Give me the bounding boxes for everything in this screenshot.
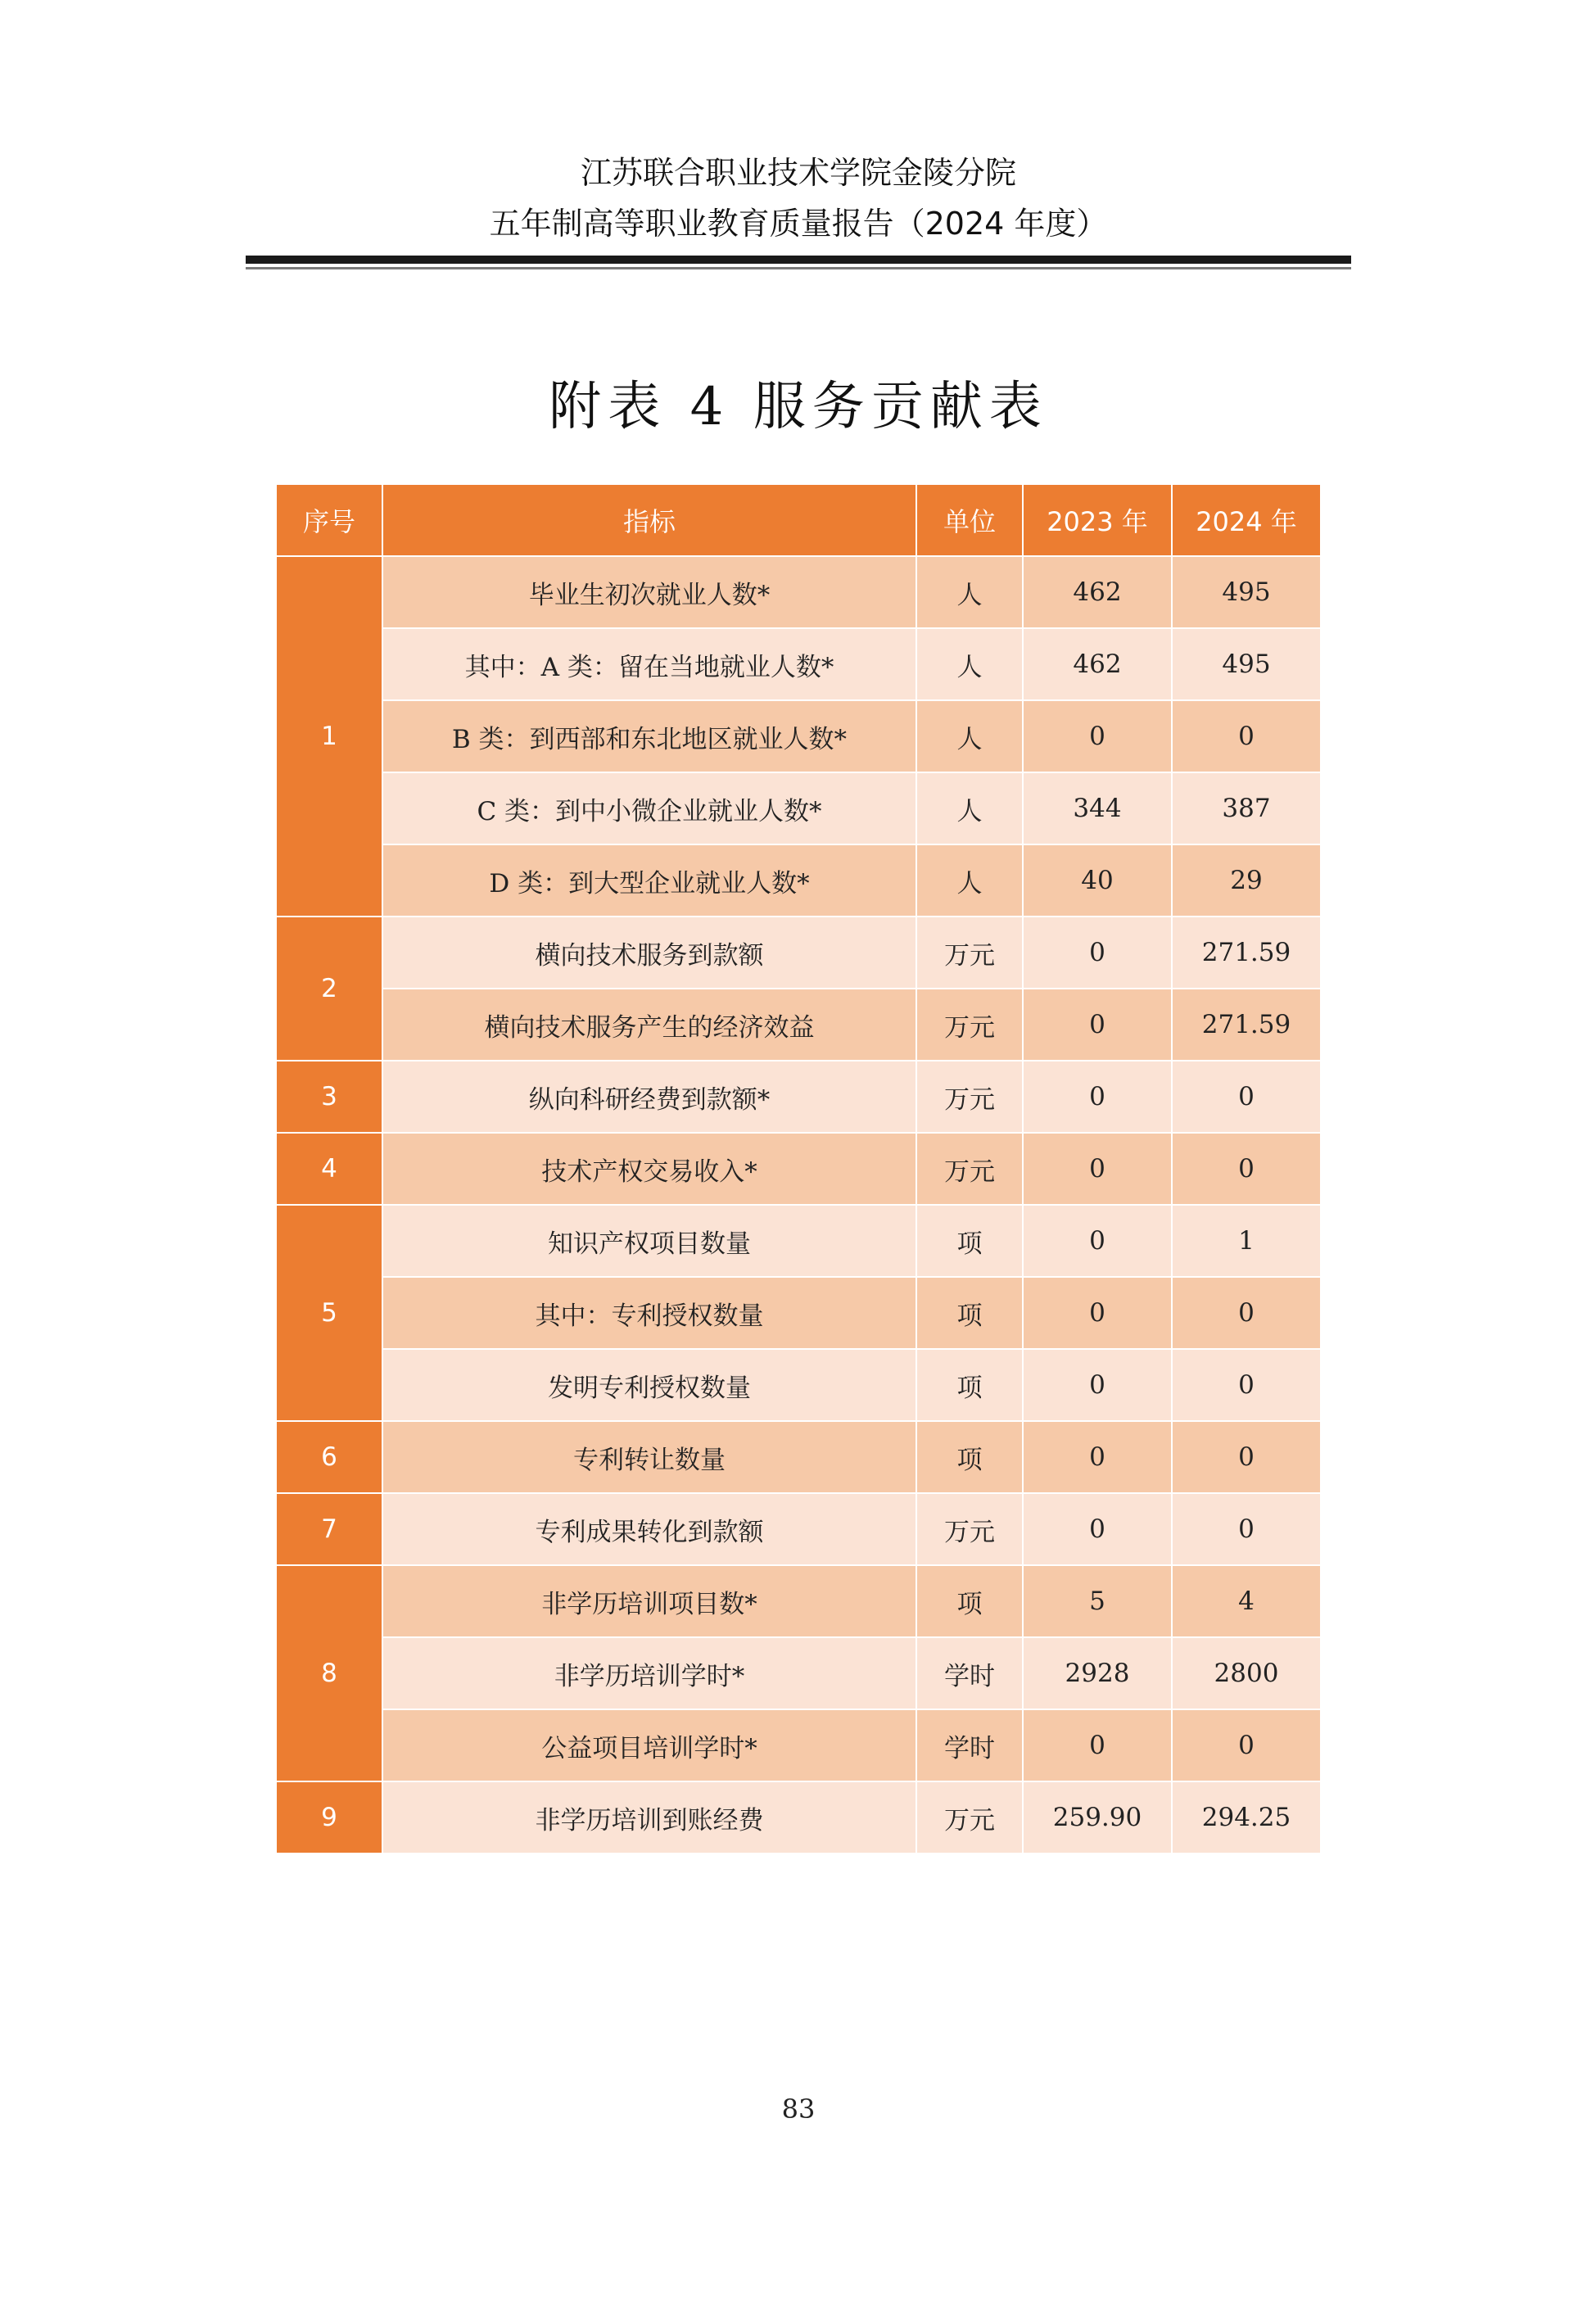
cell-seq: 7 [276,1493,382,1565]
cell-value-2023: 40 [1023,844,1172,917]
table-row [276,700,1321,772]
cell-seq: 2 [276,917,382,1061]
table-row [276,772,1321,844]
cell-seq: 5 [276,1205,382,1421]
cell-unit: 学时 [916,1709,1023,1781]
page-header [246,147,1351,249]
header-rule-thick [246,256,1351,264]
cell-value-2024: 0 [1172,700,1321,772]
cell-unit: 人 [916,772,1023,844]
cell-value-2023: 0 [1023,700,1172,772]
cell-unit: 人 [916,556,1023,628]
cell-indicator: 技术产权交易收入* [382,1133,916,1205]
header-rule-thin [246,267,1351,269]
cell-indicator: D 类：到大型企业就业人数* [382,844,916,917]
table-header-row [276,484,1321,556]
cell-value-2024: 387 [1172,772,1321,844]
cell-value-2024: 4 [1172,1565,1321,1637]
column-header-indicator: 指标 [382,484,916,556]
cell-unit: 万元 [916,1133,1023,1205]
cell-seq: 3 [276,1061,382,1133]
service-contribution-table-wrapper [275,483,1320,1854]
table-row [276,989,1321,1061]
cell-indicator: 公益项目培训学时* [382,1709,916,1781]
cell-value-2024: 29 [1172,844,1321,917]
cell-seq: 8 [276,1565,382,1781]
page-number: 83 [781,2093,816,2125]
cell-indicator: 毕业生初次就业人数* [382,556,916,628]
cell-seq: 6 [276,1421,382,1493]
table-row [276,1637,1321,1709]
cell-value-2024: 495 [1172,628,1321,700]
cell-unit: 万元 [916,1493,1023,1565]
cell-unit: 万元 [916,1781,1023,1854]
cell-indicator: C 类：到中小微企业就业人数* [382,772,916,844]
table-row [276,1421,1321,1493]
table-row [276,1709,1321,1781]
cell-value-2023: 0 [1023,1709,1172,1781]
cell-seq: 1 [276,556,382,917]
cell-indicator: 其中：专利授权数量 [382,1277,916,1349]
cell-value-2023: 0 [1023,1061,1172,1133]
table-body [276,556,1321,1854]
cell-value-2024: 495 [1172,556,1321,628]
cell-value-2023: 462 [1023,628,1172,700]
cell-value-2023: 0 [1023,1205,1172,1277]
cell-indicator: 专利成果转化到款额 [382,1493,916,1565]
cell-indicator: 横向技术服务到款额 [382,917,916,989]
cell-value-2024: 0 [1172,1349,1321,1421]
cell-value-2024: 0 [1172,1709,1321,1781]
cell-value-2024: 0 [1172,1061,1321,1133]
cell-unit: 学时 [916,1637,1023,1709]
table-row [276,1781,1321,1854]
cell-unit: 项 [916,1277,1023,1349]
cell-seq: 9 [276,1781,382,1854]
cell-unit: 项 [916,1349,1023,1421]
cell-indicator: B 类：到西部和东北地区就业人数* [382,700,916,772]
table-row [276,1349,1321,1421]
cell-value-2023: 5 [1023,1565,1172,1637]
cell-unit: 项 [916,1205,1023,1277]
column-header-seq: 序号 [276,484,382,556]
cell-value-2023: 462 [1023,556,1172,628]
column-header-2024: 2024 年 [1172,484,1321,556]
cell-value-2023: 0 [1023,1277,1172,1349]
header-institution: 江苏联合职业技术学院金陵分院 [580,155,1016,191]
cell-unit: 项 [916,1421,1023,1493]
cell-value-2023: 0 [1023,917,1172,989]
cell-indicator: 非学历培训学时* [382,1637,916,1709]
cell-value-2023: 0 [1023,1349,1172,1421]
cell-unit: 人 [916,700,1023,772]
cell-value-2024: 0 [1172,1493,1321,1565]
page-title: 附表 4 服务贡献表 [549,377,1048,437]
cell-value-2023: 259.90 [1023,1781,1172,1854]
cell-value-2024: 271.59 [1172,989,1321,1061]
cell-indicator: 非学历培训项目数* [382,1565,916,1637]
cell-unit: 万元 [916,1061,1023,1133]
cell-unit: 人 [916,844,1023,917]
cell-unit: 人 [916,628,1023,700]
cell-indicator: 横向技术服务产生的经济效益 [382,989,916,1061]
cell-unit: 万元 [916,917,1023,989]
cell-indicator: 知识产权项目数量 [382,1205,916,1277]
table-row [276,1493,1321,1565]
cell-indicator: 发明专利授权数量 [382,1349,916,1421]
cell-value-2024: 0 [1172,1277,1321,1349]
cell-unit: 万元 [916,989,1023,1061]
cell-indicator: 非学历培训到账经费 [382,1781,916,1854]
cell-value-2024: 0 [1172,1421,1321,1493]
column-header-2023: 2023 年 [1023,484,1172,556]
service-contribution-table [275,483,1322,1854]
table-row [276,1565,1321,1637]
cell-value-2023: 344 [1023,772,1172,844]
cell-indicator: 专利转让数量 [382,1421,916,1493]
table-row [276,556,1321,628]
cell-value-2024: 271.59 [1172,917,1321,989]
header-report-title: 五年制高等职业教育质量报告（2024 年度） [489,206,1108,242]
cell-value-2024: 1 [1172,1205,1321,1277]
cell-value-2023: 0 [1023,1133,1172,1205]
cell-seq: 4 [276,1133,382,1205]
cell-value-2024: 294.25 [1172,1781,1321,1854]
cell-value-2023: 0 [1023,1493,1172,1565]
cell-indicator: 其中：A 类：留在当地就业人数* [382,628,916,700]
cell-value-2023: 0 [1023,1421,1172,1493]
cell-value-2023: 0 [1023,989,1172,1061]
table-row [276,1133,1321,1205]
cell-unit: 项 [916,1565,1023,1637]
cell-value-2024: 2800 [1172,1637,1321,1709]
table-row [276,628,1321,700]
table-row [276,844,1321,917]
cell-indicator: 纵向科研经费到款额* [382,1061,916,1133]
table-row [276,1061,1321,1133]
table-row [276,1205,1321,1277]
cell-value-2023: 2928 [1023,1637,1172,1709]
table-row [276,917,1321,989]
cell-value-2024: 0 [1172,1133,1321,1205]
table-row [276,1277,1321,1349]
column-header-unit: 单位 [916,484,1023,556]
